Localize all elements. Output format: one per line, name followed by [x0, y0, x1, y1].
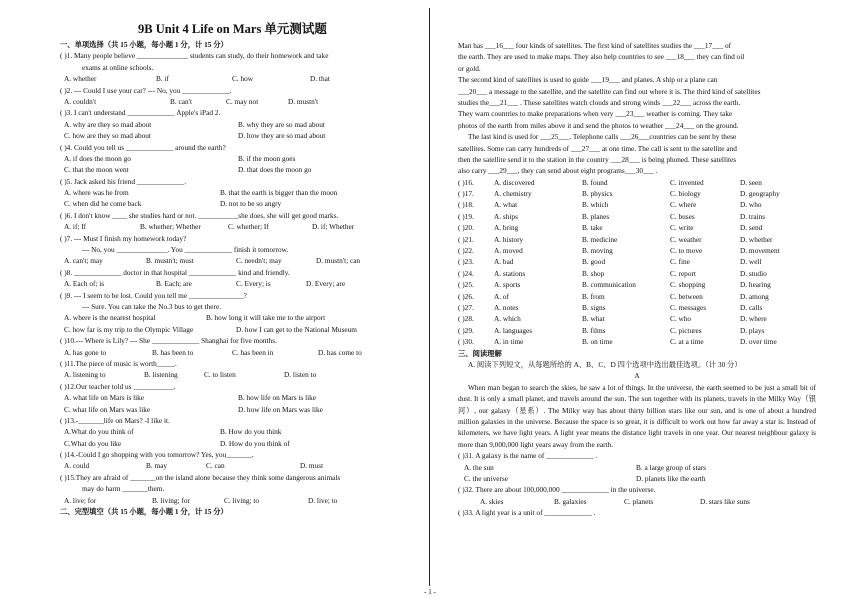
- cloze-option-b: B. physics: [582, 189, 613, 199]
- cloze-option-d: D. over time: [740, 337, 777, 347]
- option-a: A. listening to: [64, 370, 106, 380]
- cloze-option-a: A. sports: [494, 280, 521, 290]
- option-d: D. How do you think of: [220, 438, 290, 448]
- q31-options-ab: [458, 462, 816, 473]
- q11-options: [60, 369, 405, 380]
- option-a: A. could: [64, 461, 90, 471]
- reading-instructions: A. 阅读下列短文，从每题所给的 A、B、C、D 四个选项中选出最佳选项。（计 30 分）: [468, 359, 742, 369]
- option-c: C. what life on Mars was like: [64, 404, 151, 414]
- question-31: ( )31. A galaxy is the name of _____________ .: [458, 451, 598, 461]
- q4-options-cd: [60, 164, 405, 175]
- option-c: C. has been in: [232, 347, 274, 357]
- question-11: ( )11.The piece of music is worth_____.: [60, 358, 177, 368]
- option-c: C. may not: [226, 96, 259, 106]
- option-d: D. not to be so angry: [220, 199, 282, 209]
- option-b: B. listening: [144, 370, 178, 380]
- option-d: D. must: [300, 461, 324, 471]
- q3-options-ab: [60, 119, 405, 130]
- cloze-line: photos of the earth from miles above it and send the photos to weather ___24___ on the ground.: [458, 120, 739, 130]
- right-column: [458, 10, 816, 519]
- cloze-option-d: D. studio: [740, 268, 767, 278]
- cloze-option-a: A. bad: [494, 257, 514, 267]
- cloze-item-number: ( )20.: [458, 223, 474, 233]
- option-d: D. that: [310, 74, 330, 84]
- question-12: ( )12.Our teacher told us ___________.: [60, 381, 176, 391]
- cloze-item-number: ( )28.: [458, 314, 474, 324]
- cloze-item-row: [458, 256, 816, 267]
- cloze-item-number: ( )23.: [458, 257, 474, 267]
- option-b: B. living; for: [152, 495, 190, 505]
- option-c: C. how far is my trip to the Olympic Village: [64, 324, 194, 334]
- cloze-item-number: ( )24.: [458, 268, 474, 278]
- option-b: B. how life on Mars is like: [238, 393, 317, 403]
- option-d: D. mustn't; can: [316, 256, 361, 266]
- cloze-option-d: D. calls: [740, 302, 763, 312]
- option-d: D. planets like the earth: [636, 473, 706, 483]
- option-b: B. has been to: [152, 347, 194, 357]
- cloze-option-a: A. bring: [494, 223, 519, 233]
- cloze-option-c: C. invented: [670, 177, 704, 187]
- cloze-option-b: B. signs: [582, 302, 606, 312]
- cloze-item-number: ( )25.: [458, 280, 474, 290]
- cloze-item-number: ( )27.: [458, 302, 474, 312]
- reading-passage: When man began to search the skies, he saw a lot of things. In the universe, the earth seemed to be just a small bit of dust. It is only a small planet, and travels around the sun. The sun together with its planets, travels in the Milky Way（银河）, our galaxy（星系）. The Milky way has about thirty billion stars like our sun, and is one of about a hundred million galaxies in the universe. Because the space is so great, it is difficult to work out how far away a star is. Instead of kilometers, we have light years. A light year means the distance light travels in one year. Our nearest neighbour galaxy is more than 9,000,000 light years away from the earth.: [458, 382, 816, 449]
- cloze-option-a: A. of: [494, 291, 509, 301]
- cloze-option-a: A. history: [494, 234, 524, 244]
- q9-options-ab: [60, 312, 405, 323]
- cloze-option-b: B. planes: [582, 211, 610, 221]
- cloze-item-row: [458, 302, 816, 313]
- cloze-option-b: B. medicine: [582, 234, 618, 244]
- option-b: B. how long it will take me to the airport: [206, 313, 326, 323]
- cloze-item-number: ( )21.: [458, 234, 474, 244]
- question-6: ( )6. I don't know ____ she studies hard or not. ___________she does, she will get good marks.: [60, 210, 339, 220]
- cloze-option-b: B. films: [582, 325, 606, 335]
- cloze-option-d: D. whether: [740, 234, 773, 244]
- cloze-option-c: C. where: [670, 200, 697, 210]
- cloze-line: The last kind is used for ___25___. Telephone calls ___26___countries can be sent by these: [468, 132, 737, 142]
- option-c: C. whether; If: [228, 222, 269, 232]
- cloze-passage: [458, 40, 816, 177]
- option-c: C. when did he come back: [64, 199, 142, 209]
- cloze-item-row: [458, 313, 816, 324]
- cloze-line: They warn countries to make preparations when very ___23___ weather is coming. They take: [458, 109, 733, 119]
- cloze-option-c: C. report: [670, 268, 696, 278]
- option-d: D. live; to: [308, 495, 338, 505]
- question-4: ( )4. Could you tell us _____________ around the earth?: [60, 142, 226, 152]
- question-32: ( )32. There are about 100,000,000 _____________ in the universe.: [458, 485, 656, 495]
- passage-label: A: [634, 371, 640, 381]
- option-c: C. planets: [624, 496, 654, 506]
- cloze-options-table: [458, 177, 816, 348]
- question-9: ( )9. --- I seem to be lost. Could you tell me _______________?: [60, 290, 247, 300]
- option-d: D. has come to: [318, 347, 362, 357]
- cloze-option-d: D. where: [740, 314, 767, 324]
- option-c: C. how are they so mad about: [64, 131, 151, 141]
- q32-options: [458, 496, 816, 507]
- cloze-item-row: [458, 245, 816, 256]
- option-c: C. to listen: [204, 370, 236, 380]
- option-b: B. that the earth is bigger than the moon: [220, 188, 338, 198]
- cloze-option-b: B. found: [582, 177, 608, 187]
- cloze-option-a: A. ships: [494, 211, 518, 221]
- q5-options-cd: [60, 198, 405, 209]
- question-7-cont: --- No, you ______________. You _____________ finish it tomorrow.: [82, 245, 289, 255]
- page-title: 9B Unit 4 Life on Mars 单元测试题: [138, 22, 327, 36]
- cloze-option-a: A. what: [494, 200, 518, 210]
- option-a: A. has gone to: [64, 347, 107, 357]
- cloze-line: also carry ___29___, they can send about eight programs___30___ .: [458, 166, 658, 176]
- option-a: A. live; for: [64, 495, 97, 505]
- page-number: - 1 -: [424, 588, 436, 596]
- cloze-option-d: D. seen: [740, 177, 762, 187]
- option-b: B. How do you think: [220, 427, 282, 437]
- question-1-cont: exams at online schools.: [82, 62, 154, 72]
- q13-options-cd: [60, 438, 405, 449]
- q2-options: [60, 96, 405, 107]
- cloze-item-row: [458, 234, 816, 245]
- cloze-option-d: D. who: [740, 200, 762, 210]
- cloze-item-row: [458, 188, 816, 199]
- option-b: B. can't: [170, 96, 192, 106]
- cloze-item-row: [458, 279, 816, 290]
- question-5: ( )5. Jack asked his friend _____________.: [60, 176, 187, 186]
- question-13: ( )13.-_______life on Mars? -I like it.: [60, 415, 170, 425]
- cloze-item-row: [458, 199, 816, 210]
- cloze-option-d: D. send: [740, 223, 763, 233]
- option-d: D. Every; are: [306, 279, 346, 289]
- cloze-option-c: C. write: [670, 223, 694, 233]
- question-15: ( )15.They are afraid of _______on the island alone because they think some dangerous animals: [60, 472, 341, 482]
- q12-options-ab: [60, 392, 405, 403]
- option-d: D. mustn't: [288, 96, 319, 106]
- question-7: ( )7. --- Must I finish my homework today?: [60, 233, 187, 243]
- cloze-option-d: D. plays: [740, 325, 765, 335]
- cloze-option-a: A. chemistry: [494, 189, 532, 199]
- cloze-item-number: ( )29.: [458, 325, 474, 335]
- cloze-item-row: [458, 222, 816, 233]
- option-d: D. stars like suns: [700, 496, 750, 506]
- cloze-option-c: C. at a time: [670, 337, 704, 347]
- cloze-option-b: B. take: [582, 223, 603, 233]
- option-c: C. living; to: [224, 495, 260, 505]
- cloze-option-c: C. pictures: [670, 325, 702, 335]
- cloze-item-number: ( )22.: [458, 246, 474, 256]
- q31-options-cd: [458, 473, 816, 484]
- cloze-option-a: A. moved: [494, 246, 523, 256]
- column-divider: [429, 8, 430, 586]
- option-b: B. whether; Whether: [140, 222, 201, 232]
- cloze-option-c: C. fine: [670, 257, 690, 267]
- q3-options-cd: [60, 130, 405, 141]
- cloze-option-c: C. weather: [670, 234, 702, 244]
- cloze-item-row: [458, 291, 816, 302]
- option-d: D. how life on Mars was like: [238, 404, 323, 414]
- option-c: C. can: [206, 461, 225, 471]
- option-b: B. mustn't; must: [146, 256, 194, 266]
- cloze-option-d: D. hearing: [740, 280, 771, 290]
- option-a: A.What do you think of: [64, 427, 134, 437]
- option-d: D. that does the moon go: [238, 165, 312, 175]
- cloze-item-number: ( )17.: [458, 189, 474, 199]
- q5-options-ab: [60, 187, 405, 198]
- q15-options: [60, 495, 405, 506]
- option-a: A. skies: [480, 496, 504, 506]
- cloze-option-a: A. languages: [494, 325, 533, 335]
- q6-options: [60, 221, 405, 232]
- option-a: A. can't; may: [64, 256, 103, 266]
- option-c: C. Every; is: [236, 279, 271, 289]
- cloze-item-number: ( )19.: [458, 211, 474, 221]
- cloze-item-row: [458, 325, 816, 336]
- cloze-item-number: ( )26.: [458, 291, 474, 301]
- cloze-line: studies the___21___ . These satellites watch clouds and strong winds ___22___ across the earth.: [458, 97, 741, 107]
- cloze-option-a: A. in time: [494, 337, 524, 347]
- section-2-heading: 二、完型填空（共 15 小题，每小题 1 分，计 15 分）: [60, 507, 228, 517]
- question-8: ( )8. _____________ doctor in that hospital _____________ kind and friendly.: [60, 267, 290, 277]
- option-b: B. galaxies: [554, 496, 587, 506]
- cloze-option-c: C. who: [670, 314, 692, 324]
- q4-options-ab: [60, 153, 405, 164]
- cloze-option-a: A. discovered: [494, 177, 535, 187]
- cloze-option-c: C. buses: [670, 211, 695, 221]
- option-c: C.What do you like: [64, 438, 122, 448]
- question-9-cont: --- Sure. You can take the No.3 bus to get there.: [82, 302, 222, 311]
- option-a: A. if does the moon go: [64, 153, 131, 163]
- option-b: B. if the moon goes: [238, 153, 296, 163]
- option-d: D. how I can get to the National Museum: [236, 324, 357, 334]
- q12-options-cd: [60, 404, 405, 415]
- q8-options: [60, 278, 405, 289]
- q9-options-cd: [60, 324, 405, 335]
- option-b: B. a large group of stars: [636, 462, 706, 472]
- cloze-option-b: B. good: [582, 257, 606, 267]
- option-b: B. may: [146, 461, 168, 471]
- question-2: ( )2. --- Could I use your car? --- No, you _____________.: [60, 85, 232, 95]
- option-d: D. listen to: [284, 370, 317, 380]
- cloze-item-row: [458, 211, 816, 222]
- question-3: ( )3. I can't understand _____________ Apple's iPad 2.: [60, 108, 221, 118]
- cloze-item-number: ( )30.: [458, 337, 474, 347]
- option-a: A. what life on Mars is like: [64, 393, 145, 403]
- q14-options: [60, 460, 405, 471]
- cloze-line: ___20___ a message to the satellite, and the satellite can find out where it is. The third kind of satellites: [458, 86, 761, 96]
- question-14: ( )14.-Could I go shopping with you tomorrow? Yes, you_______.: [60, 450, 254, 460]
- option-b: B. why they are so mad about: [238, 119, 325, 129]
- q10-options: [60, 347, 405, 358]
- option-a: A. why are they so mad about: [64, 119, 152, 129]
- option-d: D. how they are so mad about: [238, 131, 326, 141]
- option-c: C. that the moon went: [64, 165, 129, 175]
- cloze-option-d: D. trains: [740, 211, 766, 221]
- cloze-option-b: B. moving: [582, 246, 613, 256]
- cloze-option-d: D. among: [740, 291, 769, 301]
- cloze-item-row: [458, 177, 816, 188]
- option-a: A. couldn't: [64, 96, 97, 106]
- question-1: ( )1. Many people believe ______________ students can study, do their homework and take: [60, 51, 329, 61]
- option-a: A. whether: [64, 74, 97, 84]
- cloze-option-a: A. which: [494, 314, 521, 324]
- cloze-item-number: ( )16.: [458, 177, 474, 187]
- cloze-item-number: ( )18.: [458, 200, 474, 210]
- option-b: B. Each; are: [156, 279, 192, 289]
- cloze-option-c: C. between: [670, 291, 703, 301]
- cloze-option-b: B. on time: [582, 337, 613, 347]
- cloze-line: or gold.: [458, 63, 481, 73]
- cloze-option-a: A. notes: [494, 302, 519, 312]
- option-a: A. Each of; is: [64, 279, 105, 289]
- cloze-option-b: B. which: [582, 200, 609, 210]
- cloze-option-b: B. communication: [582, 280, 636, 290]
- question-15-cont: may do harm _______them.: [82, 484, 165, 494]
- cloze-option-d: D. geography: [740, 189, 780, 199]
- cloze-line: the earth. They are used to make maps. They also help countries to see ___18___ they can find oil: [458, 52, 745, 62]
- cloze-option-a: A. stations: [494, 268, 526, 278]
- cloze-option-b: B. from: [582, 291, 605, 301]
- q7-options: [60, 255, 405, 266]
- option-b: B. if: [156, 74, 169, 84]
- cloze-option-d: D. movement: [740, 246, 780, 256]
- option-a: A. if; If: [64, 222, 87, 232]
- left-column: [60, 10, 405, 517]
- cloze-item-row: [458, 336, 816, 347]
- option-d: D. if; Whether: [312, 222, 355, 232]
- cloze-option-d: D. well: [740, 257, 762, 267]
- cloze-option-c: C. messages: [670, 302, 707, 312]
- question-10: ( )10.--- Where is Lily? --- She _____________ Shanghai for five months.: [60, 336, 277, 346]
- section-3-heading: 三、阅读理解: [458, 348, 502, 358]
- option-c: C. the universe: [464, 473, 508, 483]
- option-a: A. the sun: [464, 462, 494, 472]
- option-a: A. where was he from: [64, 188, 129, 198]
- cloze-line: The second kind of satellites is used to guide ___19___ and planes. A ship or a plane can: [458, 75, 718, 85]
- cloze-line: Man has ___16___ four kinds of satellites. The first kind of satellites studies the ___17___ of: [458, 41, 732, 50]
- option-a: A. where is the nearest hospital: [64, 313, 156, 323]
- q13-options-ab: [60, 426, 405, 437]
- section-1-heading: 一、单项选择（共 15 小题，每小题 1 分，计 15 分）: [60, 40, 228, 49]
- option-c: C. needn't; may: [236, 256, 282, 266]
- cloze-line: satellites. Some can carry hundreds of ___27___ at one time. The call is sent to the satellite and: [458, 143, 737, 153]
- cloze-option-b: B. what: [582, 314, 605, 324]
- cloze-line: then the satellite send it to the station in the country ___28___ is being phoned. These satellites: [458, 154, 737, 164]
- cloze-option-c: C. biology: [670, 189, 701, 199]
- cloze-option-b: B. shop: [582, 268, 605, 278]
- question-33: ( )33. A light year is a unit of _____________ .: [458, 508, 596, 518]
- cloze-item-row: [458, 268, 816, 279]
- q1-options: [60, 73, 405, 84]
- option-c: C. how: [232, 74, 254, 84]
- cloze-option-c: C. to move: [670, 246, 703, 256]
- cloze-option-c: C. shopping: [670, 280, 706, 290]
